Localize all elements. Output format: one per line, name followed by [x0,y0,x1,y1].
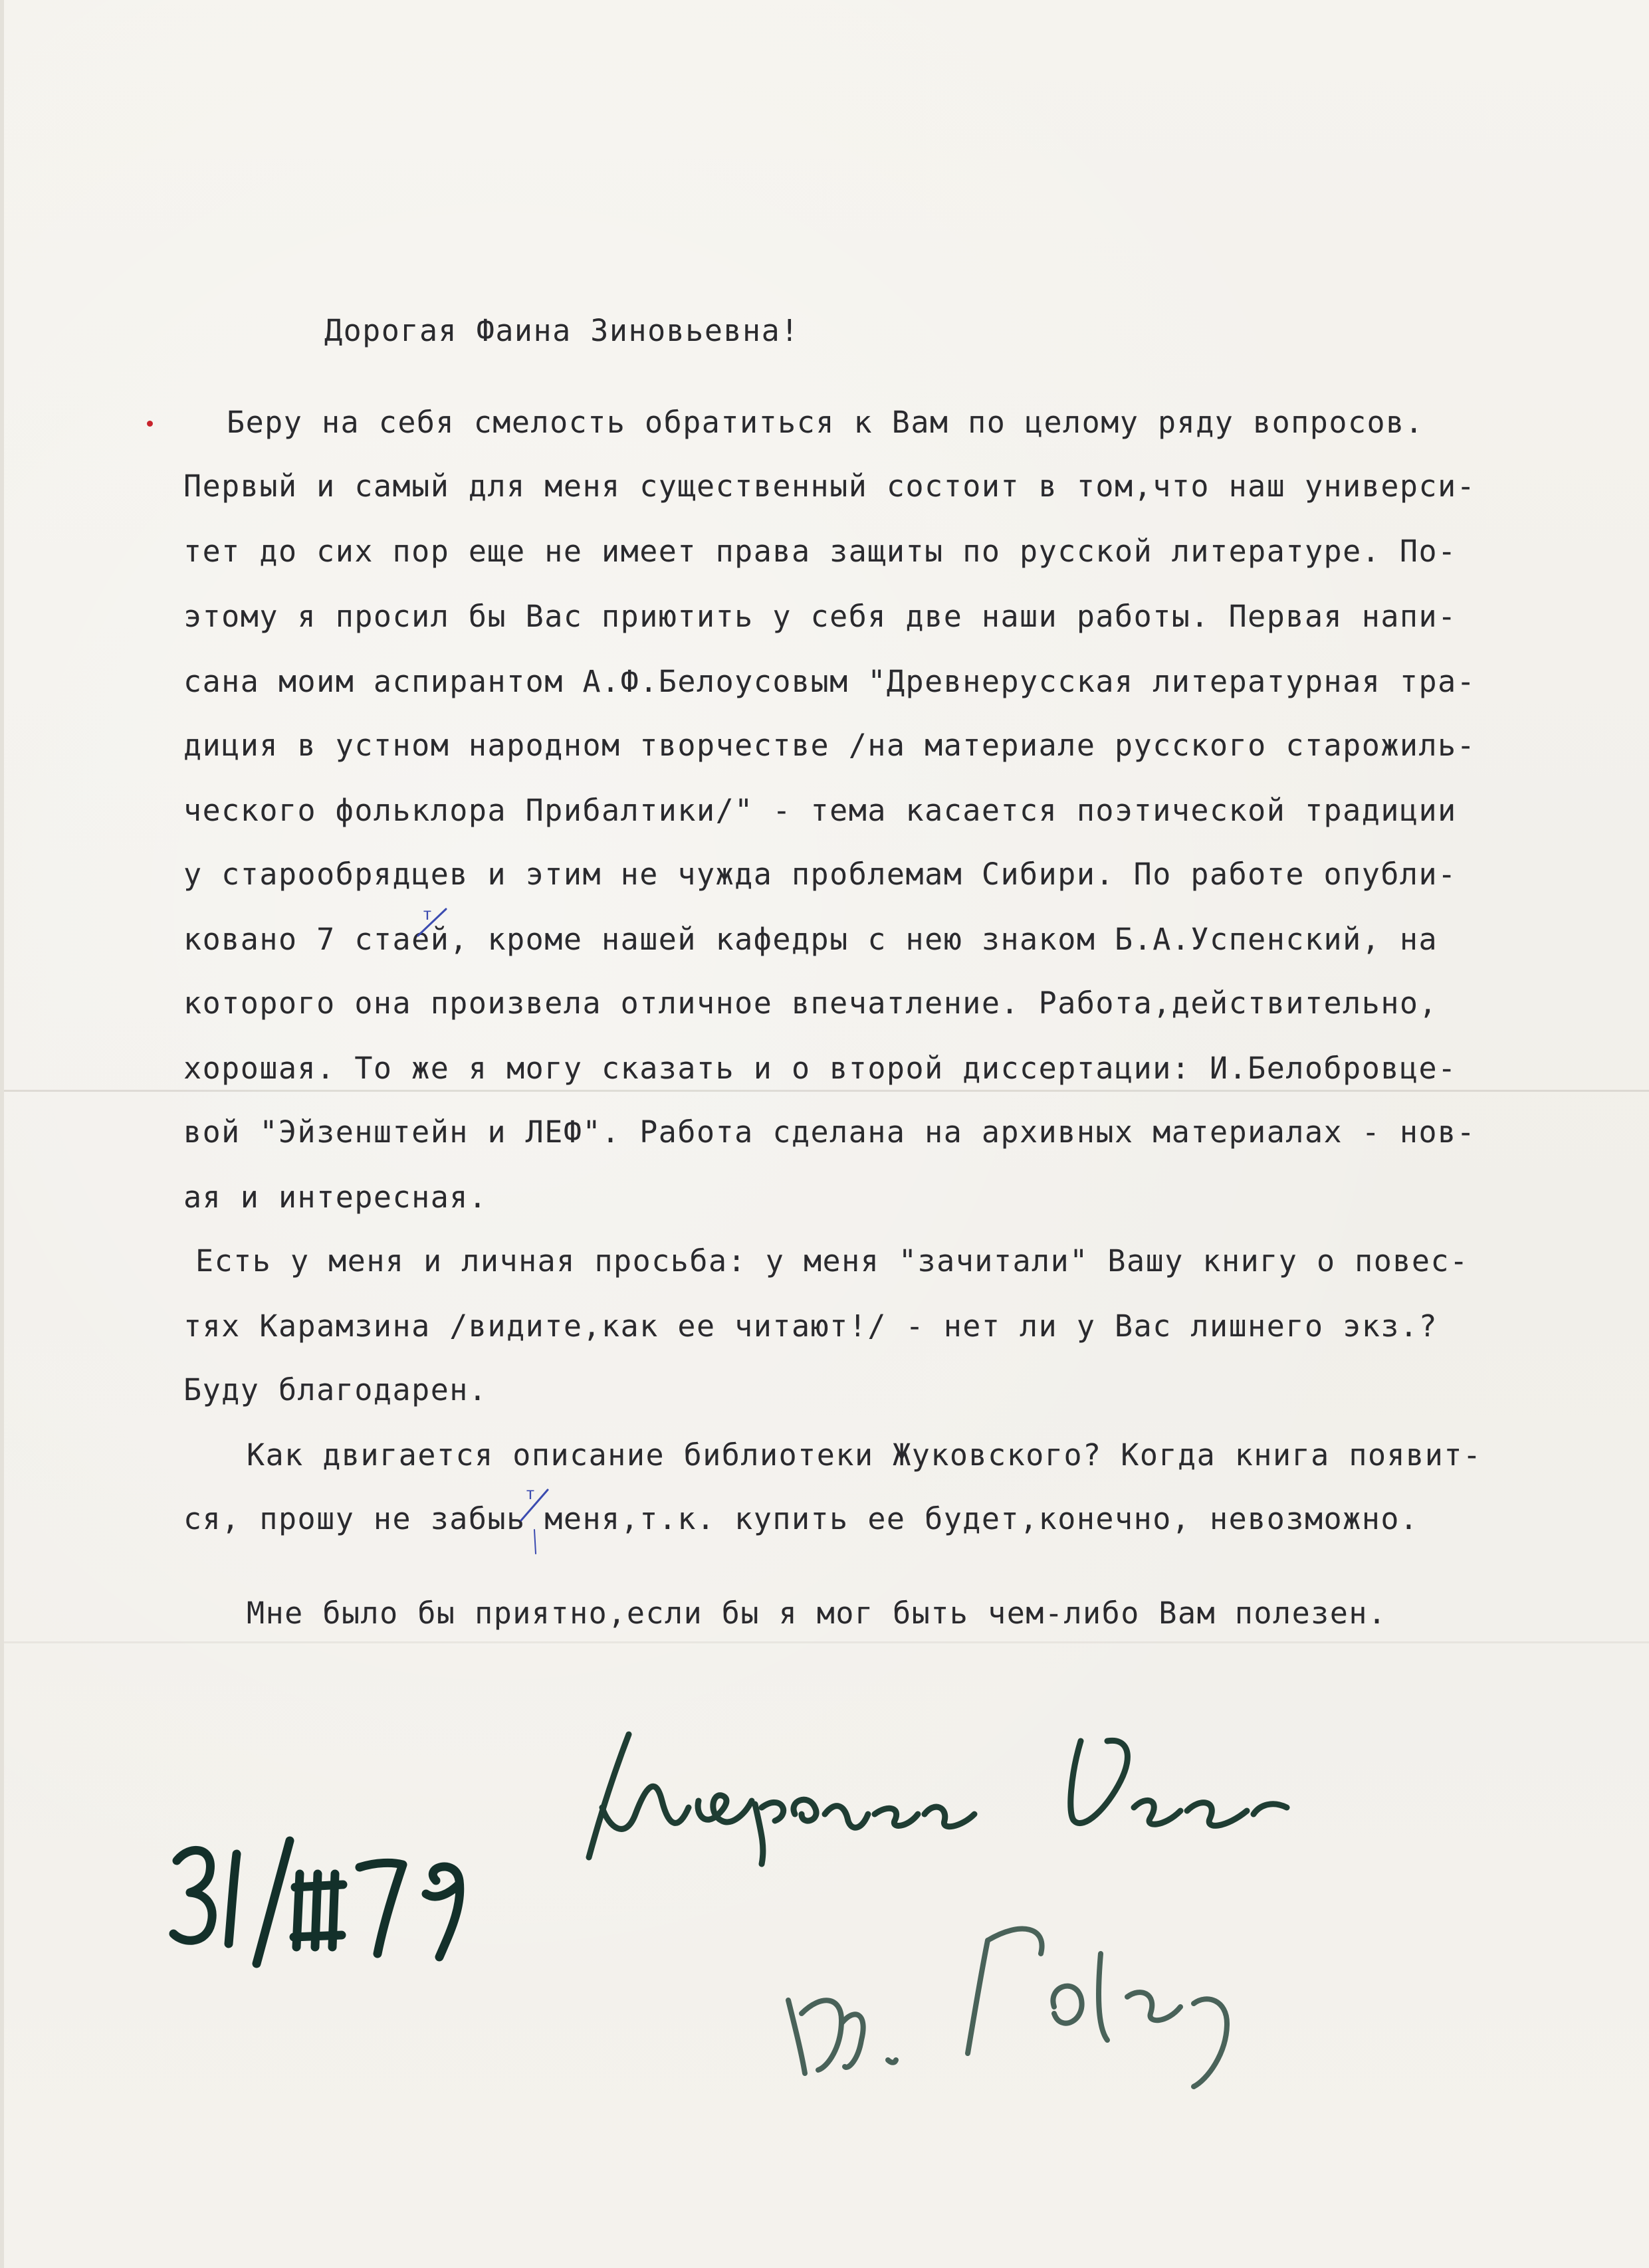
margin-mark [147,421,153,427]
correction-letter: т [423,904,431,924]
letter-line: тет до сих пор еще не имеет права защиты по русской литературе. По- [183,534,1457,569]
correction-letter: т [526,1483,534,1503]
letter-line: вой "Эйзенштейн и ЛЕФ". Работа сделана на архивных материалах - нов- [183,1114,1476,1150]
correction-mark [413,904,453,957]
letter-line: этому я просил бы Вас приютить у себя две наши работы. Первая напи- [183,599,1457,634]
salutation: Дорогая Фаина Зиновьевна! [324,313,800,348]
handwritten-date [164,1821,522,1974]
correction-mark [514,1481,554,1567]
letter-line: сана моим аспирантом А.Ф.Белоусовым "Древнерусская литературная тра- [183,664,1476,699]
letter-line: Есть у меня и личная просьба: у меня "зачитали" Вашу книгу о повес- [195,1243,1469,1279]
letter-line: ая и интересная. [183,1180,488,1215]
letter-line: которого она произвела отличное впечатление. Работа,действительно, [183,985,1438,1021]
letter-line: Как двигается описание библиотеки Жуковского? Когда книга появит- [247,1437,1482,1473]
handwritten-signature [768,1881,1367,2093]
paper-fold-line [4,1641,1649,1643]
letter-line: Первый и самый для меня существенный состоит в том,что наш универси- [183,468,1476,504]
letter-line: ческого фольклора Прибалтики/" - тема касается поэтической традиции [183,793,1457,828]
letter-line: ся, прошу не забыь меня,т.к. купить ее будет,конечно, невозможно. [183,1501,1419,1536]
letter-line: тях Карамзина /видите,как ее читают!/ - нет ли у Вас лишнего экз.? [183,1308,1438,1344]
handwritten-closing [562,1714,1293,1874]
letter-line: ковано 7 стаей, кроме нашей кафедры с нею знаком Б.А.Успенский, на [183,922,1438,957]
letter-line: диция в устном народном творчестве /на материале русского старожиль- [183,728,1476,763]
letter-line: у старообрядцев и этим не чужда проблемам Сибири. По работе опубли- [183,857,1457,892]
letter-line: Буду благодарен. [183,1372,488,1407]
paper-fold-line [4,1090,1649,1092]
letter-line: хорошая. То же я могу сказать и о второй диссертации: И.Белобровце- [183,1051,1457,1086]
closing-line: Мне было бы приятно,если бы я мог быть чем-либо Вам полезен. [247,1596,1387,1631]
letter-line: Беру на себя смелость обратиться к Вам по целому ряду вопросов. [227,405,1424,440]
